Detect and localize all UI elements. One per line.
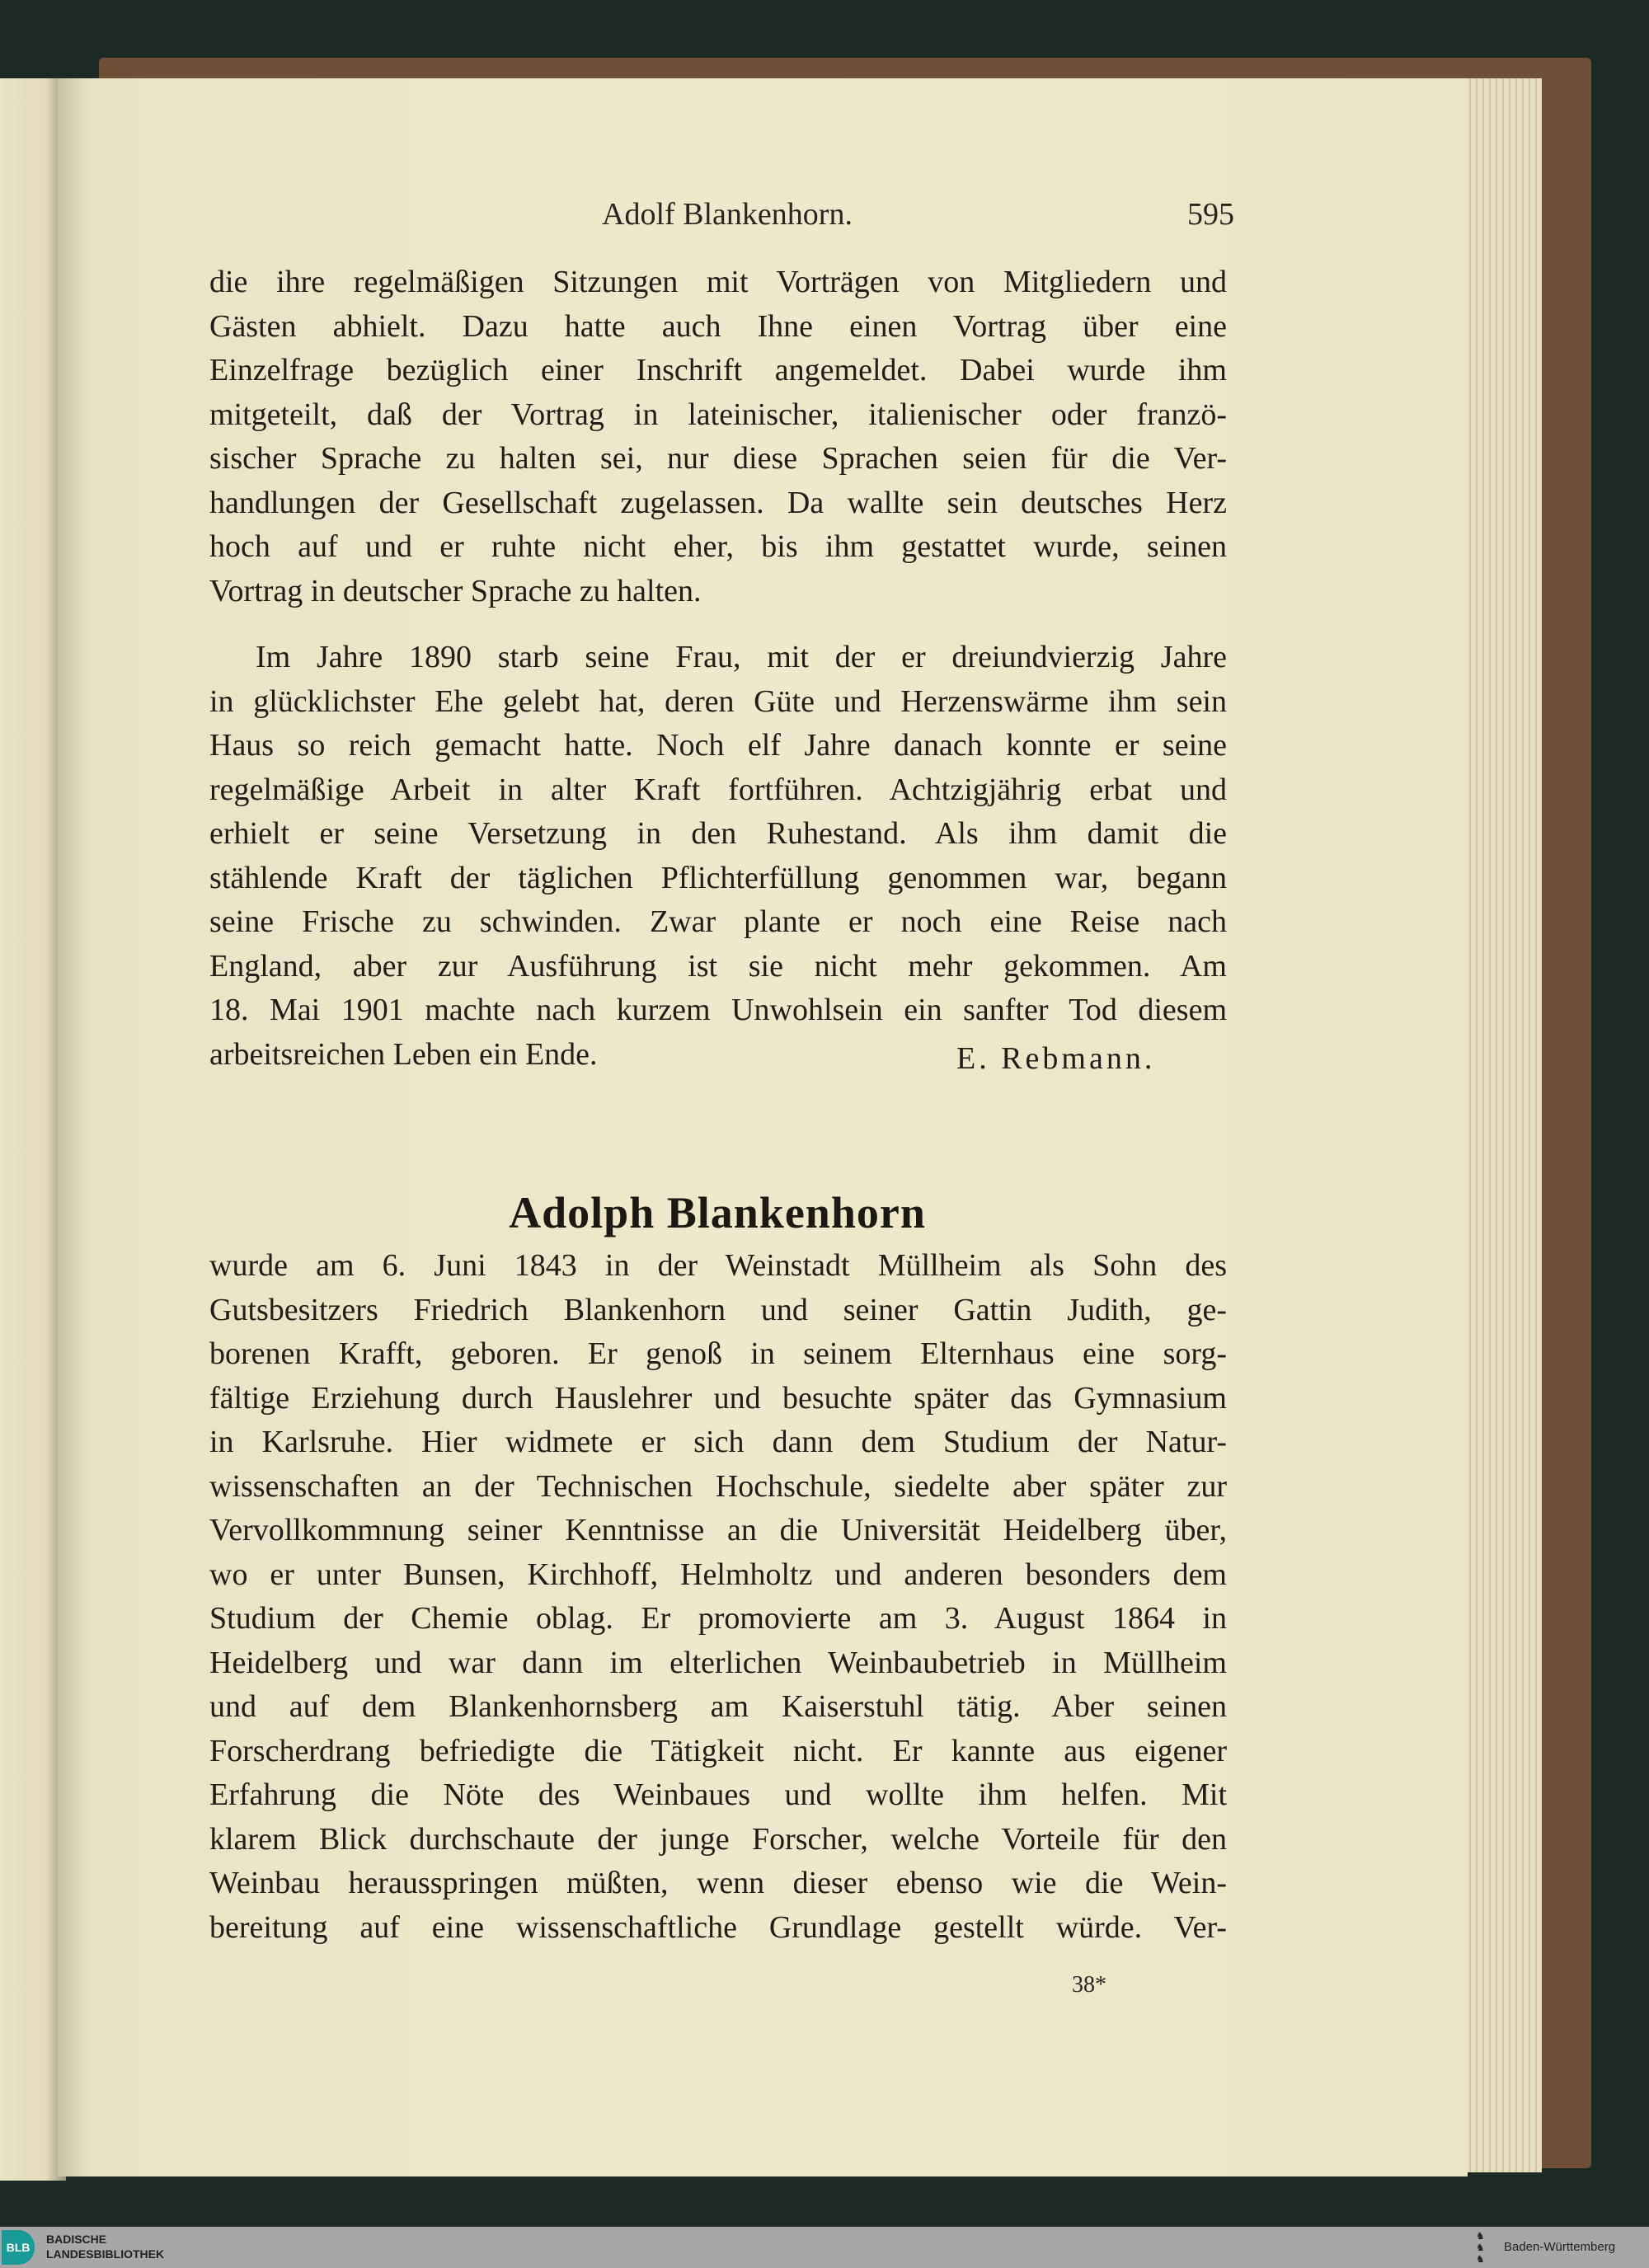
text-line: und auf dem Blankenhornsberg am Kaiserstuhl tätig. Aber seinen: [209, 1689, 1227, 1724]
text-line: fältige Erziehung durch Hauslehrer und besuchte später das Gymnasium: [209, 1380, 1227, 1416]
text-line: Vervollkommnung seiner Kenntnisse an die Universität Heidelberg über,: [209, 1513, 1227, 1547]
section-heading: Adolph Blankenhorn: [509, 1188, 926, 1237]
text-line: klarem Blick durchschaute der junge Forscher, welche Vorteile für den: [209, 1821, 1227, 1857]
text-line: bereitung auf eine wissenschaftliche Grundlage gestellt würde. Ver-: [209, 1909, 1227, 1945]
text-line: Einzelfrage bezüglich einer Inschrift angemeldet. Dabei wurde ihm: [209, 353, 1227, 387]
library-name-line1: BADISCHE: [46, 2233, 107, 2246]
text-line: 18. Mai 1901 machte nach kurzem Unwohlsein ein sanfter Tod diesem: [209, 993, 1227, 1027]
text-line: wissenschaften an der Technischen Hochschule, siedelte aber später zur: [209, 1468, 1227, 1504]
text-line: mitgeteilt, daß der Vortrag in lateinischer, italienischer oder franzö-: [209, 397, 1227, 432]
text-line: sischer Sprache zu halten sei, nur diese Sprachen seien für die Ver-: [209, 441, 1227, 476]
text-line: England, aber zur Ausführung ist sie nicht mehr gekommen. Am: [209, 948, 1227, 984]
running-title: Adolf Blankenhorn.: [602, 197, 853, 232]
text-line: Erfahrung die Nöte des Weinbaues und wollte ihm helfen. Mit: [209, 1777, 1227, 1812]
page-number: 595: [1187, 197, 1234, 232]
footer-bar: [0, 2227, 1649, 2268]
text-line: stählende Kraft der täglichen Pflichterfüllung genommen war, begann: [209, 860, 1227, 895]
text-line: Gutsbesitzers Friedrich Blankenhorn und seiner Gattin Judith, ge-: [209, 1292, 1227, 1327]
signature-mark: 38*: [1072, 1972, 1106, 1998]
text-line: Vortrag in deutscher Sprache zu halten.: [209, 573, 702, 608]
left-page-edge: [0, 78, 66, 2181]
lion-crest-icon: ♞ ♞ ♞: [1476, 2230, 1485, 2265]
text-line: Heidelberg und war dann im elterlichen Weinbaubetrieb in Müllheim: [209, 1645, 1227, 1680]
author-signature: E. Rebmann.: [956, 1041, 1156, 1076]
text-line: arbeitsreichen Leben ein Ende.: [209, 1036, 598, 1072]
text-line: Studium der Chemie oblag. Er promovierte am 3. August 1864 in: [209, 1601, 1227, 1636]
text-line: wo er unter Bunsen, Kirchhoff, Helmholtz und anderen besonders dem: [209, 1557, 1227, 1592]
text-line: Gästen abhielt. Dazu hatte auch Ihne einen Vortrag über eine: [209, 308, 1227, 344]
text-line: regelmäßige Arbeit in alter Kraft fortführen. Achtzigjährig erbat und: [209, 772, 1227, 807]
library-name-line2: LANDESBIBLIOTHEK: [46, 2247, 165, 2261]
text-line: handlungen der Gesellschaft zugelassen. Da wallte sein deutsches Herz: [209, 485, 1227, 520]
text-line: borenen Krafft, geboren. Er genoß in seinem Elternhaus eine sorg-: [209, 1336, 1227, 1371]
text-line: Forscherdrang befriedigte die Tätigkeit nicht. Er kannte aus eigener: [209, 1733, 1227, 1768]
text-line: Im Jahre 1890 starb seine Frau, mit der er dreiundvierzig Jahre: [256, 640, 1227, 674]
text-line: Weinbau herausspringen müßten, wenn dieser ebenso wie die Wein-: [209, 1866, 1227, 1900]
text-line: hoch auf und er ruhte nicht eher, bis ihm gestattet wurde, seinen: [209, 529, 1227, 564]
blb-logo[interactable]: BLB: [2, 2230, 35, 2265]
text-line: erhielt er seine Versetzung in den Ruhestand. Als ihm damit die: [209, 816, 1227, 851]
text-line: in Karlsruhe. Hier widmete er sich dann dem Studium der Natur-: [209, 1425, 1227, 1459]
text-line: in glücklichster Ehe gelebt hat, deren Güte und Herzenswärme ihm sein: [209, 683, 1227, 719]
text-line: wurde am 6. Juni 1843 in der Weinstadt Müllheim als Sohn des: [209, 1248, 1227, 1283]
text-line: Haus so reich gemacht hatte. Noch elf Jahre danach konnte er seine: [209, 728, 1227, 763]
text-line: seine Frische zu schwinden. Zwar plante er noch eine Reise nach: [209, 904, 1227, 939]
text-line: die ihre regelmäßigen Sitzungen mit Vorträgen von Mitgliedern und: [209, 265, 1227, 299]
state-name: Baden-Württemberg: [1504, 2240, 1616, 2254]
library-name[interactable]: [46, 2232, 164, 2261]
